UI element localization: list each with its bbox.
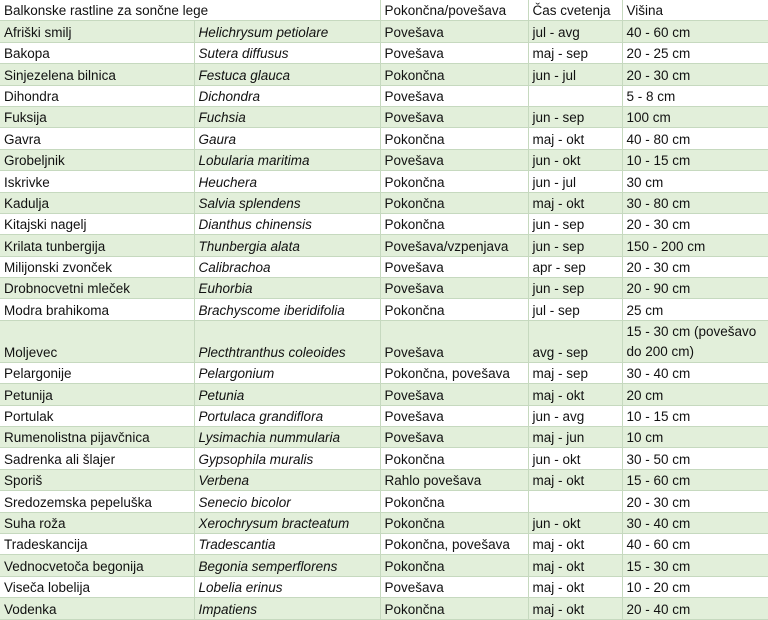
latin-name-cell[interactable]: Begonia semperflorens [194,555,380,576]
bloom-time-cell[interactable]: maj - okt [528,192,622,213]
height-cell[interactable]: 5 - 8 cm [622,85,768,106]
height-cell[interactable]: 30 - 80 cm [622,192,768,213]
header-habit[interactable]: Pokončna/povešava [380,0,528,21]
height-cell[interactable]: 15 - 60 cm [622,469,768,490]
common-name-cell[interactable]: Rumenolistna pijavčnica [0,427,194,448]
height-cell[interactable]: 150 - 200 cm [622,235,768,256]
common-name-cell[interactable]: Kitajski nagelj [0,213,194,234]
habit-cell[interactable]: Povešava [380,320,528,362]
table-row [0,299,768,320]
height-cell[interactable]: 10 - 20 cm [622,576,768,597]
table-row [0,171,768,192]
table-row [0,598,768,619]
bloom-time-cell[interactable]: jun - jul [528,171,622,192]
bloom-time-cell[interactable]: jun - avg [528,405,622,426]
common-name-cell[interactable]: Milijonski zvonček [0,256,194,277]
habit-cell[interactable]: Rahlo povešava [380,469,528,490]
bloom-time-cell[interactable]: maj - okt [528,598,622,619]
table-row [0,362,768,383]
habit-cell[interactable]: Pokončna [380,491,528,512]
table-row [0,427,768,448]
table-row [0,256,768,277]
header-row [0,0,768,21]
bloom-time-cell[interactable]: maj - okt [528,384,622,405]
common-name-cell[interactable]: Dihondra [0,85,194,106]
table-row [0,469,768,490]
height-cell[interactable]: 20 - 90 cm [622,278,768,299]
latin-name-cell[interactable]: Portulaca grandiflora [194,405,380,426]
table-row [0,235,768,256]
table-row [0,21,768,42]
habit-cell[interactable]: Povešava [380,384,528,405]
common-name-cell[interactable]: Afriški smilj [0,21,194,42]
latin-name-cell[interactable]: Dichondra [194,85,380,106]
common-name-cell[interactable]: Tradeskancija [0,533,194,554]
common-name-cell[interactable]: Portulak [0,405,194,426]
latin-name-cell[interactable]: Euhorbia [194,278,380,299]
height-cell[interactable]: 30 - 40 cm [622,512,768,533]
height-cell[interactable]: 100 cm [622,106,768,127]
latin-name-cell[interactable]: Lobelia erinus [194,576,380,597]
header-bloom[interactable]: Čas cvetenja [528,0,622,21]
table-row [0,533,768,554]
table-row [0,64,768,85]
bloom-time-cell[interactable]: jun - sep [528,278,622,299]
habit-cell[interactable]: Povešava [380,256,528,277]
common-name-cell[interactable]: Pelargonije [0,362,194,383]
height-cell[interactable]: 15 - 30 cm [622,555,768,576]
bloom-time-cell[interactable]: maj - okt [528,128,622,149]
latin-name-cell[interactable]: Pelargonium [194,362,380,383]
common-name-cell[interactable]: Iskrivke [0,171,194,192]
height-cell[interactable]: 10 - 15 cm [622,149,768,170]
latin-name-cell[interactable]: Lysimachia nummularia [194,427,380,448]
habit-cell[interactable]: Povešava/vzpenjava [380,235,528,256]
bloom-time-cell[interactable]: jun - sep [528,235,622,256]
latin-name-cell[interactable]: Gypsophila muralis [194,448,380,469]
habit-cell[interactable]: Povešava [380,85,528,106]
habit-cell[interactable]: Pokončna [380,192,528,213]
common-name-cell[interactable]: Sredozemska pepeluška [0,491,194,512]
table-row [0,128,768,149]
height-cell[interactable]: 20 - 30 cm [622,213,768,234]
latin-name-cell[interactable]: Dianthus chinensis [194,213,380,234]
bloom-time-cell[interactable]: maj - sep [528,362,622,383]
latin-name-cell[interactable]: Gaura [194,128,380,149]
latin-name-cell[interactable]: Helichrysum petiolare [194,21,380,42]
common-name-cell[interactable]: Krilata tunbergija [0,235,194,256]
habit-cell[interactable]: Povešava [380,149,528,170]
height-cell[interactable]: 25 cm [622,299,768,320]
latin-name-cell[interactable]: Xerochrysum bracteatum [194,512,380,533]
bloom-time-cell[interactable]: jun - sep [528,213,622,234]
height-cell[interactable]: 30 - 50 cm [622,448,768,469]
latin-name-cell[interactable]: Sutera diffusus [194,42,380,63]
bloom-time-cell[interactable]: jul - sep [528,299,622,320]
table-row [0,576,768,597]
habit-cell[interactable]: Pokončna [380,598,528,619]
table-row [0,320,768,362]
latin-name-cell[interactable]: Petunia [194,384,380,405]
common-name-cell[interactable]: Suha roža [0,512,194,533]
habit-cell[interactable]: Pokončna [380,128,528,149]
latin-name-cell[interactable]: Lobularia maritima [194,149,380,170]
bloom-time-cell[interactable]: jun - jul [528,64,622,85]
common-name-cell[interactable]: Vednocvetoča begonija [0,555,194,576]
latin-name-cell[interactable]: Impatiens [194,598,380,619]
table-row [0,42,768,63]
header-height[interactable]: Višina [622,0,768,21]
table-row [0,278,768,299]
height-cell[interactable]: 20 - 30 cm [622,256,768,277]
height-cell[interactable]: 20 - 40 cm [622,598,768,619]
height-cell[interactable]: 20 - 25 cm [622,42,768,63]
common-name-cell[interactable]: Fuksija [0,106,194,127]
height-cell[interactable]: 10 - 15 cm [622,405,768,426]
bloom-time-cell[interactable]: avg - sep [528,320,622,362]
common-name-cell[interactable]: Gavra [0,128,194,149]
latin-name-cell[interactable]: Verbena [194,469,380,490]
common-name-cell[interactable]: Bakopa [0,42,194,63]
table-row [0,85,768,106]
bloom-time-cell[interactable]: maj - okt [528,469,622,490]
height-cell[interactable]: 40 - 60 cm [622,21,768,42]
common-name-cell[interactable]: Modra brahikoma [0,299,194,320]
common-name-cell[interactable]: Petunija [0,384,194,405]
bloom-time-cell[interactable]: maj - sep [528,42,622,63]
habit-cell[interactable]: Povešava [380,427,528,448]
height-cell[interactable]: 30 cm [622,171,768,192]
common-name-cell[interactable]: Moljevec [0,320,194,362]
latin-name-cell[interactable]: Senecio bicolor [194,491,380,512]
common-name-cell[interactable]: Drobnocvetni mleček [0,278,194,299]
bloom-time-cell[interactable] [528,85,622,106]
height-cell[interactable]: 40 - 80 cm [622,128,768,149]
table-row [0,512,768,533]
habit-cell[interactable]: Pokončna, povešava [380,533,528,554]
table-row [0,448,768,469]
common-name-cell[interactable]: Kadulja [0,192,194,213]
habit-cell[interactable]: Povešava [380,576,528,597]
header-title[interactable]: Balkonske rastline za sončne lege [0,0,380,21]
height-cell[interactable]: 20 - 30 cm [622,64,768,85]
bloom-time-cell[interactable]: jun - okt [528,149,622,170]
latin-name-cell[interactable]: Tradescantia [194,533,380,554]
height-cell[interactable]: 15 - 30 cm (povešavo do 200 cm) [622,320,768,362]
bloom-time-cell[interactable] [528,491,622,512]
latin-name-cell[interactable]: Fuchsia [194,106,380,127]
habit-cell[interactable]: Povešava [380,42,528,63]
table-row [0,213,768,234]
habit-cell[interactable]: Povešava [380,405,528,426]
habit-cell[interactable]: Povešava [380,21,528,42]
latin-name-cell[interactable]: Salvia splendens [194,192,380,213]
common-name-cell[interactable]: Grobeljnik [0,149,194,170]
table-row [0,149,768,170]
table-row [0,405,768,426]
habit-cell[interactable]: Pokončna [380,555,528,576]
height-cell[interactable]: 10 cm [622,427,768,448]
table-row [0,555,768,576]
habit-cell[interactable]: Pokončna [380,171,528,192]
bloom-time-cell[interactable]: apr - sep [528,256,622,277]
height-cell[interactable]: 30 - 40 cm [622,362,768,383]
common-name-cell[interactable]: Viseča lobelija [0,576,194,597]
table-row [0,384,768,405]
common-name-cell[interactable]: Vodenka [0,598,194,619]
bloom-time-cell[interactable]: maj - okt [528,533,622,554]
latin-name-cell[interactable]: Thunbergia alata [194,235,380,256]
bloom-time-cell[interactable]: jun - okt [528,512,622,533]
common-name-cell[interactable]: Sinjezelena bilnica [0,64,194,85]
bloom-time-cell[interactable]: jun - okt [528,448,622,469]
habit-cell[interactable]: Pokončna, povešava [380,362,528,383]
habit-cell[interactable]: Pokončna [380,213,528,234]
bloom-time-cell[interactable]: jun - sep [528,106,622,127]
bloom-time-cell[interactable]: maj - okt [528,576,622,597]
bloom-time-cell[interactable]: maj - okt [528,555,622,576]
latin-name-cell[interactable]: Festuca glauca [194,64,380,85]
table-row [0,106,768,127]
bloom-time-cell[interactable]: jul - avg [528,21,622,42]
bloom-time-cell[interactable]: maj - jun [528,427,622,448]
common-name-cell[interactable]: Sporiš [0,469,194,490]
latin-name-cell[interactable]: Plecthtranthus coleoides [194,320,380,362]
habit-cell[interactable]: Povešava [380,106,528,127]
habit-cell[interactable]: Pokončna [380,512,528,533]
habit-cell[interactable]: Povešava [380,278,528,299]
latin-name-cell[interactable]: Heuchera [194,171,380,192]
table-row [0,491,768,512]
height-cell[interactable]: 20 - 30 cm [622,491,768,512]
latin-name-cell[interactable]: Calibrachoa [194,256,380,277]
latin-name-cell[interactable]: Brachyscome iberidifolia [194,299,380,320]
habit-cell[interactable]: Pokončna [380,299,528,320]
height-cell[interactable]: 20 cm [622,384,768,405]
table-row [0,192,768,213]
height-cell[interactable]: 40 - 60 cm [622,533,768,554]
habit-cell[interactable]: Pokončna [380,64,528,85]
common-name-cell[interactable]: Sadrenka ali šlajer [0,448,194,469]
habit-cell[interactable]: Pokončna [380,448,528,469]
